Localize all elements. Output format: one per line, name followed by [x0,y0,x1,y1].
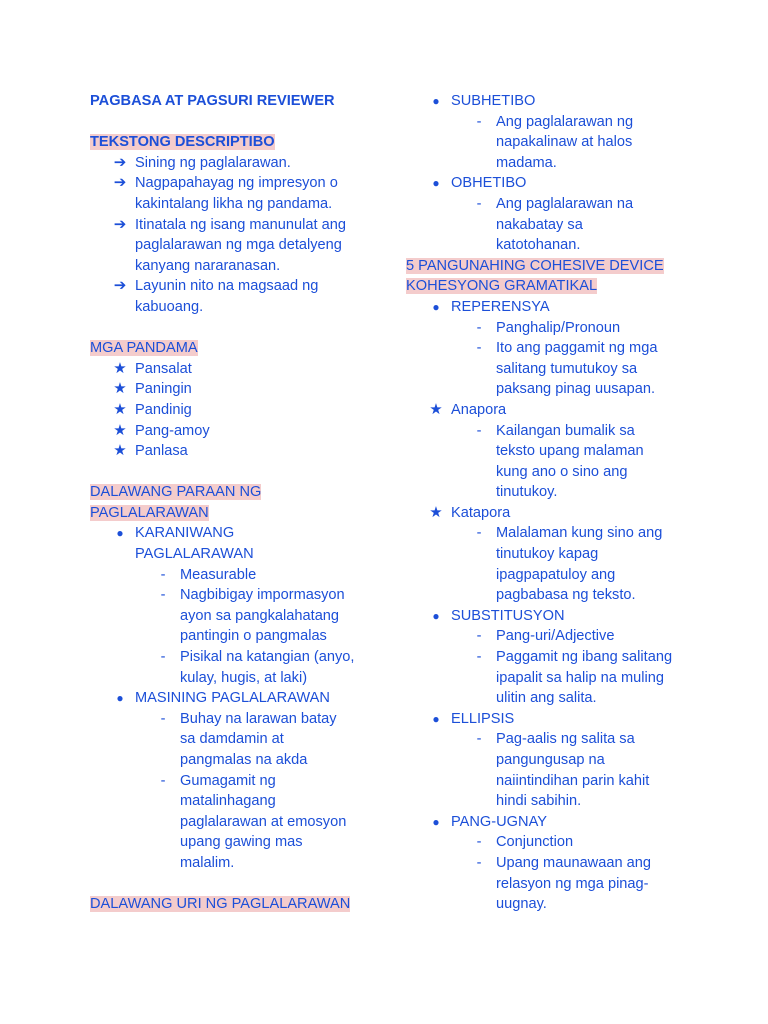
arrow-icon: ➔ [113,277,127,295]
right-column [406,91,706,915]
bullet-icon: ● [432,176,440,191]
list-subitem: - Pisikal na katangian (anyo, kulay, hugis, at laki) [90,647,390,688]
list-item: ★ Pansalat [90,359,390,380]
arrow-icon: ➔ [113,215,127,233]
list-subitem: - Ang paglalarawan ng napakalinaw at halos madama. [406,112,706,174]
list-subitem: - Ito ang paggamit ng mga salitang tumutukoy sa paksang pinag uusapan. [406,338,706,400]
list-subitem: - Paggamit ng ibang salitang ipapalit sa halip na muling ulitin ang salita. [406,647,706,709]
list-subitem: - Upang maunawaan ang relasyon ng mga pinag-uugnay. [406,853,706,915]
bullet-icon: ● [432,299,440,314]
list-item: ● SUBSTITUSYON [406,606,706,627]
bullet-icon: ● [432,711,440,726]
list-item: ● KARANIWANG PAGLALARAWAN [90,523,390,564]
section-heading-pandama: MGA PANDAMA [90,340,198,357]
section-heading-paraan: DALAWANG PARAAN NG PAGLALARAWAN [90,484,262,521]
dash-icon: - [160,587,166,604]
dash-icon: - [476,319,482,336]
bullet-icon: ● [432,94,440,108]
list-subitem: - Kailangan bumalik sa teksto upang malaman kung ano o sino ang tinutukoy. [406,421,706,503]
list-item: ➔ Layunin nito na magsaad ng kabuoang. [90,276,390,317]
section-heading-cohesive: 5 PANGUNAHING COHESIVE DEVICE [406,257,664,274]
dash-icon: - [160,566,166,583]
dash-icon: - [476,422,482,439]
list-item: ● SUBHETIBO [406,91,706,112]
dash-icon: - [476,525,482,542]
bullet-icon: ● [116,526,124,541]
star-icon: ★ [113,400,127,418]
dash-icon: - [160,649,166,666]
dash-icon: - [476,628,482,645]
dash-icon: - [476,113,482,130]
list-item: ★ Katapora [406,503,706,524]
list-subitem: - Malalaman kung sino ang tinutukoy kapag ipagpapatuloy ang pagbabasa ng teksto. [406,523,706,605]
bullet-icon: ● [432,608,440,623]
list-subitem: - Pang-uri/Adjective [406,626,706,647]
list-subitem: - Measurable [90,565,390,586]
dash-icon: - [476,731,482,748]
list-subitem: - Nagbibigay impormasyon ayon sa pangkalahatang pantingin o pangmalas [90,585,390,647]
list-item: ★ Pang-amoy [90,421,390,442]
star-icon: ★ [113,359,127,377]
list-subitem: - Conjunction [406,832,706,853]
list-subitem: - Buhay na larawan batay sa damdamin at pangmalas na akda [90,709,390,771]
list-item: ● MASINING PAGLALARAWAN [90,688,390,709]
list-item: ➔ Sining ng paglalarawan. [90,153,390,174]
dash-icon: - [476,834,482,851]
list-subitem: - Panghalip/Pronoun [406,318,706,339]
arrow-icon: ➔ [113,174,127,192]
list-item: ➔ Nagpapahayag ng impresyon o kakintalang likha ng pandama. [90,173,390,214]
star-icon: ★ [113,380,127,398]
section-heading-descriptibo: TEKSTONG DESCRIPTIBO [90,134,275,151]
list-subitem: - Pag-aalis ng salita sa pangungusap na naiintindihan parin kahit hindi sabihin. [406,729,706,811]
list-item: ● PANG-UGNAY [406,812,706,833]
bullet-icon: ● [432,814,440,829]
section-heading-uri: DALAWANG URI NG PAGLALARAWAN [90,896,351,913]
section-subheading-gramatikal: KOHESYONG GRAMATIKAL [406,278,598,295]
list-subitem: - Ang paglalarawan na nakabatay sa katotohanan. [406,194,706,256]
dash-icon: - [160,710,166,727]
dash-icon: - [476,340,482,357]
bullet-icon: ● [116,691,124,706]
star-icon: ★ [429,503,443,521]
star-icon: ★ [113,421,127,439]
list-item: ● OBHETIBO [406,173,706,194]
list-item: ★ Anapora [406,400,706,421]
list-item: ● ELLIPSIS [406,709,706,730]
arrow-icon: ➔ [113,153,127,171]
list-item: ★ Panlasa [90,441,390,462]
left-column [90,91,390,915]
dash-icon: - [160,772,166,789]
list-subitem: - Gumagamit ng matalinhagang paglalarawan at emosyon upang gawing mas malalim. [90,771,390,874]
dash-icon: - [476,649,482,666]
document-title: PAGBASA AT PAGSURI REVIEWER [90,93,335,109]
dash-icon: - [476,854,482,871]
list-item: ★ Pandinig [90,400,390,421]
star-icon: ★ [429,400,443,418]
dash-icon: - [476,195,482,212]
list-item: ● REPERENSYA [406,297,706,318]
list-item: ➔ Itinatala ng isang manunulat ang paglalarawan ng mga detalyeng kanyang nararanasan. [90,215,390,277]
star-icon: ★ [113,442,127,460]
list-item: ★ Paningin [90,379,390,400]
